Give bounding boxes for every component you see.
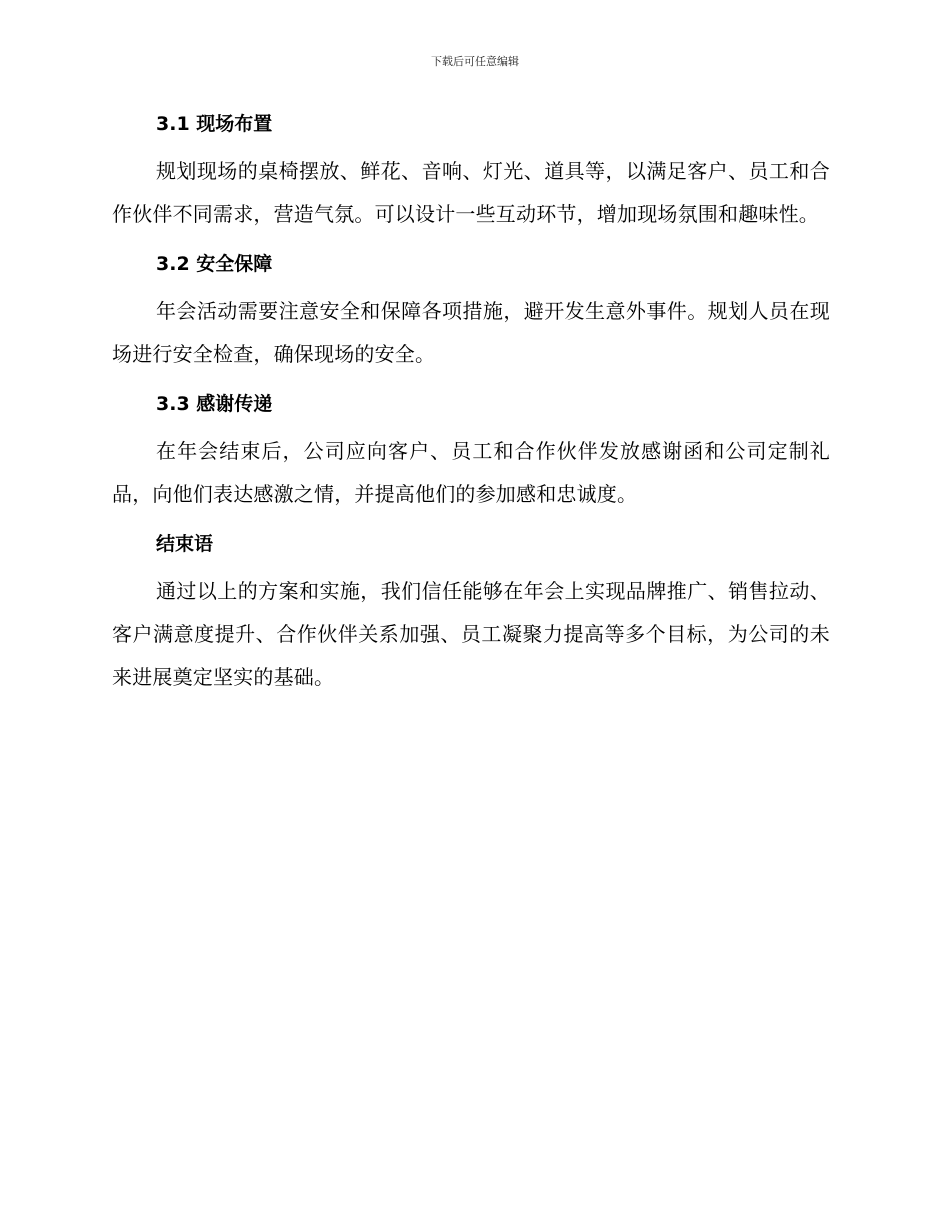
section-paragraph: 通过以上的方案和实施，我们信任能够在年会上实现品牌推广、销售拉动、客户满意度提升、合作伙伴关系加强、员工凝聚力提高等多个目标，为公司的未来进展奠定坚实的基础。 [112,579,830,689]
section-paragraph: 规划现场的桌椅摆放、鲜花、音响、灯光、道具等，以满足客户、员工和合作伙伴不同需求，营造气氛。可以设计一些互动环节，增加现场氛围和趣味性。 [112,159,830,226]
section-3-3 [112,390,830,516]
section-paragraph: 年会活动需要注意安全和保障各项措施，避开发生意外事件。规划人员在现场进行安全检查，确保现场的安全。 [112,299,830,366]
section-3-1 [112,110,830,236]
section-heading: 3.2 安全保障 [156,253,273,275]
section-heading: 3.1 现场布置 [156,113,273,135]
section-3-2 [112,250,830,376]
page-header-note: 下载后可任意编辑 [431,55,519,68]
section-heading: 3.3 感谢传递 [156,393,273,415]
section-conclusion [112,530,830,699]
section-heading: 结束语 [156,533,214,555]
section-paragraph: 在年会结束后，公司应向客户、员工和合作伙伴发放感谢函和公司定制礼品，向他们表达感激之情，并提高他们的参加感和忠诚度。 [112,439,830,506]
document-body [112,110,830,713]
